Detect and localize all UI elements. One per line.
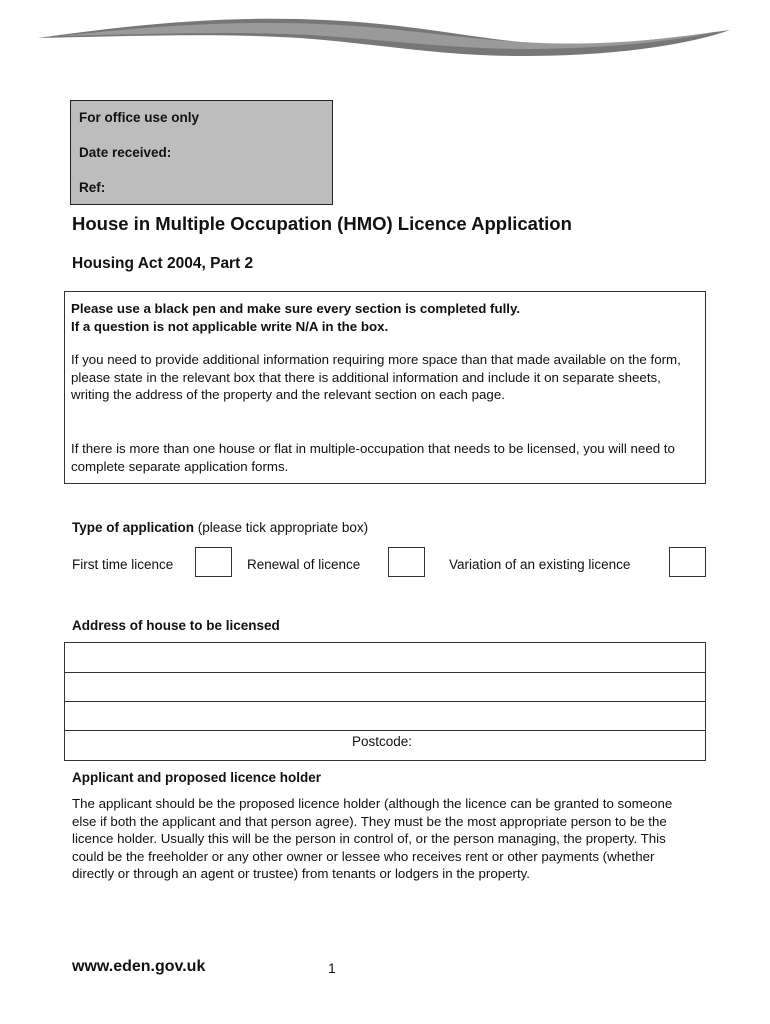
postcode-field[interactable] <box>65 731 705 760</box>
office-use-box <box>70 100 333 205</box>
address-line-2-field[interactable] <box>65 673 705 702</box>
address-heading: Address of house to be licensed <box>72 618 280 633</box>
application-type-heading-bold: Type of application <box>72 520 195 535</box>
renewal-licence-checkbox[interactable] <box>388 547 425 577</box>
application-type-heading <box>72 520 368 535</box>
address-line-1-field[interactable] <box>65 643 705 673</box>
date-received-label: Date received: <box>79 145 172 160</box>
option-variation-label: Variation of an existing licence <box>449 557 631 572</box>
application-type-note: (please tick appropriate box) <box>197 520 369 535</box>
applicant-heading: Applicant and proposed licence holder <box>72 770 322 785</box>
instruction-line-2: If a question is not applicable write N/A in the box. <box>71 319 389 334</box>
ref-label: Ref: <box>79 180 106 195</box>
variation-licence-checkbox[interactable] <box>669 547 706 577</box>
address-line-3-field[interactable] <box>65 702 705 731</box>
option-first-time-label: First time licence <box>72 557 174 572</box>
instruction-line-1: Please use a black pen and make sure every section is completed fully. <box>71 301 521 316</box>
address-table <box>64 642 706 761</box>
first-time-licence-checkbox[interactable] <box>195 547 232 577</box>
instructions-box <box>64 291 706 484</box>
applicant-paragraph: The applicant should be the proposed licence holder (although the licence can be granted to someone else if both the applicant and that person agree). They must be the most appropriate person to be the licence holder. Usually this will be the person in control of, or the person managing, the property. This could be the freeholder or any other owner or lessee who receives rent or other payments (whether directly or through an agent or trustee) from tenants or lodgers in the property. <box>72 796 673 882</box>
header-swoosh <box>0 0 770 70</box>
office-use-heading: For office use only <box>79 110 200 125</box>
page-title: House in Multiple Occupation (HMO) Licence Application <box>72 213 572 234</box>
page-number: 1 <box>328 960 336 976</box>
option-renewal-label: Renewal of licence <box>247 557 361 572</box>
instruction-paragraph-1: If you need to provide additional information requiring more space than that made available on the form, please state in the relevant box that there is additional information and include it on separate sheets, writing the address of the property and the relevant section on each page. <box>71 352 681 403</box>
postcode-label: Postcode: <box>352 734 413 749</box>
page-subtitle: Housing Act 2004, Part 2 <box>72 255 254 272</box>
footer-website: www.eden.gov.uk <box>72 958 206 975</box>
instruction-paragraph-2: If there is more than one house or flat in multiple-occupation that needs to be licensed, you will need to complete separate application forms. <box>71 441 675 474</box>
